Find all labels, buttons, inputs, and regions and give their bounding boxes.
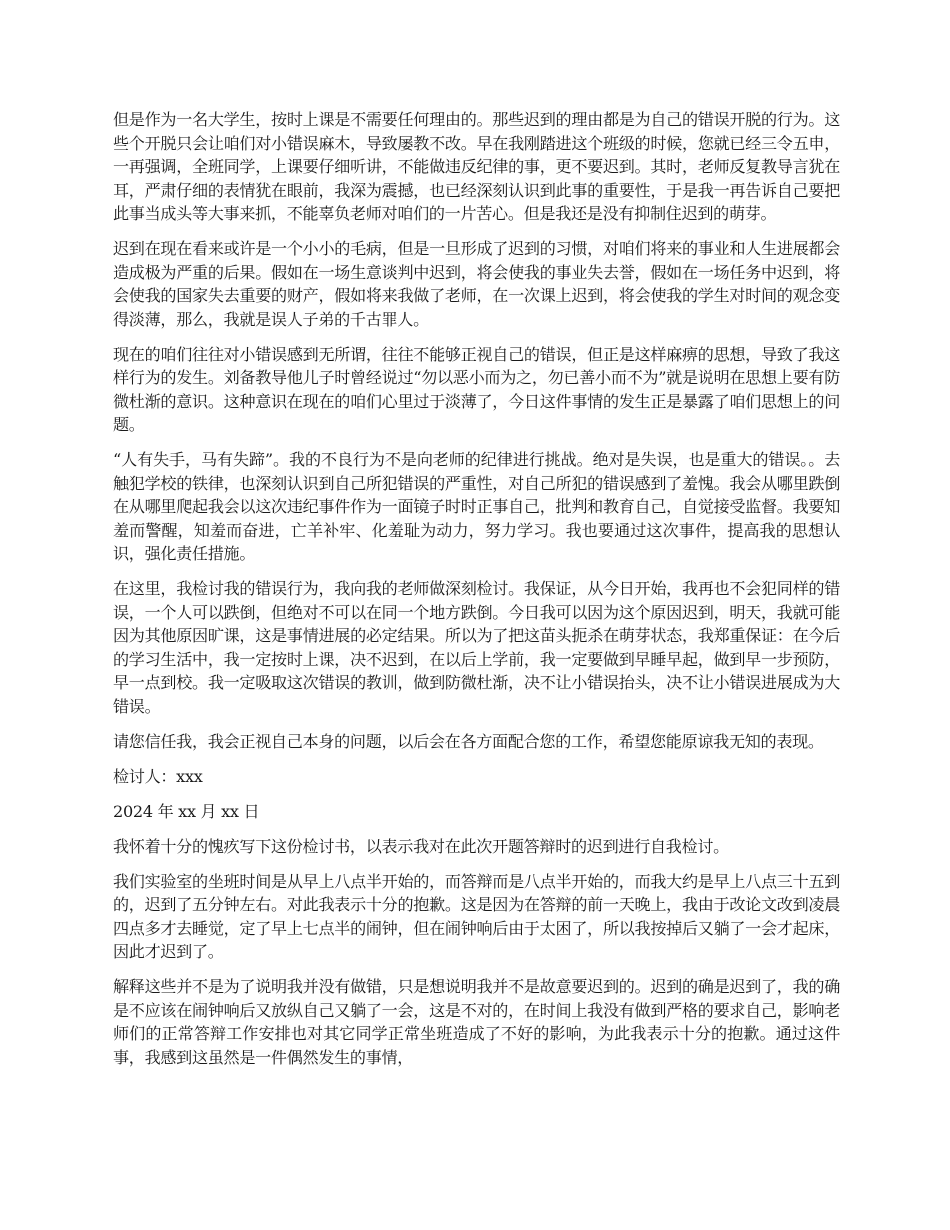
signature-line: 检讨人：xxx (113, 766, 203, 786)
paragraph-6: 请您信任我，我会正视自己本身的问题，以后会在各方面配合您的工作，希望您能原谅我无知的表现。 (113, 731, 824, 751)
paragraph-11: 解释这些并不是为了说明我并没有做错，只是想说明我并不是故意要迟到的。迟到的确是迟到了，我的确是不应该在闹钟响后又放纵自己又躺了一会，这是不对的，在时间上我没有做到严格的要求自己，影响老师们的正常答辩工作安排也对其它同学正常坐班造成了不好的影响，为此我表示十分的抱歉。通过这件事，我感到这虽然是一件偶然发生的事情， (113, 977, 840, 1067)
paragraph-5: 在这里，我检讨我的错误行为，我向我的老师做深刻检讨。我保证，从今日开始，我再也不会犯同样的错误，一个人可以跌倒，但绝对不可以在同一个地方跌倒。今日我可以因为这个原因迟到，明天，我就可能因为其他原因旷课，这是事情进展的必定结果。所以为了把这苗头扼杀在萌芽状态，我郑重保证：在今后的学习生活中，我一定按时上课，决不迟到，在以后上学前，我一定要做到早睡早起，做到早一步预防，早一点到校。我一定吸取这次错误的教训，做到防微杜渐，决不让小错误抬头，决不让小错误进展成为大错误。 (113, 579, 840, 716)
date-line: 2024 年 xx 月 xx 日 (113, 801, 260, 821)
paragraph-10: 我们实验室的坐班时间是从早上八点半开始的，而答辩而是八点半开始的，而我大约是早上八点三十五到的，迟到了五分钟左右。对此我表示十分的抱歉。这是因为在答辩的前一天晚上，我由于改论文改到凌晨四点多才去睡觉，定了早上七点半的闹钟，但在闹钟响后由于太困了，所以我按掉后又躺了一会才起床，因此才迟到了。 (113, 871, 840, 961)
paragraph-9: 我怀着十分的愧疚写下这份检讨书，以表示我对在此次开题答辩时的迟到进行自我检讨。 (113, 836, 729, 856)
paragraph-1: 但是作为一名大学生，按时上课是不需要任何理由的。那些迟到的理由都是为自己的错误开脱的行为。这些个开脱只会让咱们对小错误麻木，导致屡教不改。早在我刚踏进这个班级的时候，您就已经三令五申，一再强调，全班同学，上课要仔细听讲，不能做违反纪律的事，更不要迟到。其时，老师反复教导言犹在耳，严肃仔细的表情犹在眼前，我深为震撼，也已经深刻认识到此事的重要性，于是我一再告诉自己要把此事当成头等大事来抓，不能辜负老师对咱们的一片苦心。但是我还是没有抑制住迟到的萌芽。 (113, 110, 840, 223)
document-body (113, 108, 840, 1081)
paragraph-3: 现在的咱们往往对小错误感到无所谓，往往不能够正视自己的错误，但正是这样麻痹的思想，导致了我这样行为的发生。刘备教导他儿子时曾经说过“勿以恶小而为之，勿已善小而不为”就是说明在思想上要有防微杜渐的意识。这种意识在现在的咱们心里过于淡薄了，今日这件事情的发生正是暴露了咱们思想上的问题。 (113, 344, 840, 434)
paragraph-2: 迟到在现在看来或许是一个小小的毛病，但是一旦形成了迟到的习惯，对咱们将来的事业和人生进展都会造成极为严重的后果。假如在一场生意谈判中迟到，将会使我的事业失去誉，假如在一场任务中迟到，将会使我的国家失去重要的财产，假如将来我做了老师，在一次课上迟到，将会使我的学生对时间的观念变得淡薄，那么，我就是误人子弟的千古罪人。 (113, 239, 840, 329)
paragraph-4: “人有失手，马有失蹄”。我的不良行为不是向老师的纪律进行挑战。绝对是失误，也是重大的错误。。去触犯学校的铁律，也深刻认识到自己所犯错误的严重性，对自己所犯的错误感到了羞愧。我会从哪里跌倒在从哪里爬起我会以这次违纪事件作为一面镜子时时正事自己，批判和教育自己，自觉接受监督。我要知羞而警醒，知羞而奋进，亡羊补牢、化羞耻为动力，努力学习。我也要通过这次事件，提高我的思想认识，强化责任措施。 (113, 450, 840, 563)
